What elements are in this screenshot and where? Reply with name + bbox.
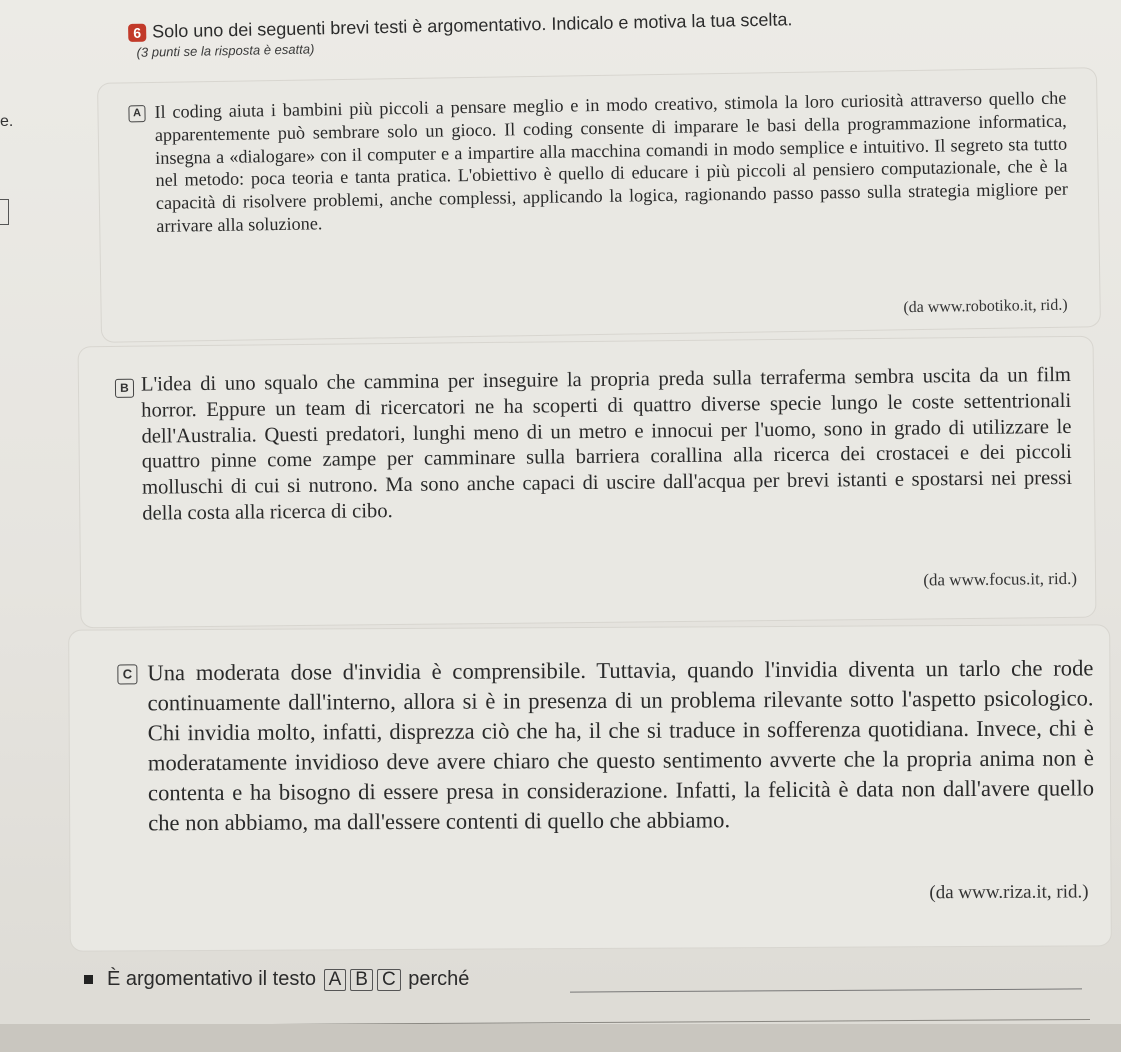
- exercise-instruction: Solo uno dei seguenti brevi testi è argomentativo. Indicalo e motiva la tua scelta.: [151, 9, 793, 42]
- text-body-b: L'idea di uno squalo che cammina per inseguire la propria preda sulla terraferma sembra uscita da un film horror. Eppure un team di ricercatori ne ha scoperti di quattro diverse specie lungo le coste settentrionali dell'Australia. Questi predatori, lunghi meno di un metro e innocui per l'uomo, sono in grado di utilizzare le quattro pinne come zampe per camminare sulla barriera corallina alla ricerca dei crostacei e dei piccoli molluschi di cui si nutrono. Ma sono anche capaci di uscire dall'acqua per brevi istanti e spostarsi nei pressi della costa alla ricerca di cibo.: [140, 363, 1073, 525]
- points-note: (3 punti se la risposta è esatta): [136, 41, 315, 60]
- answer-suffix: perché: [408, 968, 470, 990]
- square-bullet-icon: [84, 975, 93, 984]
- choice-box-b[interactable]: B: [350, 969, 373, 991]
- text-box-b: [79, 337, 1096, 628]
- text-source-b: (da www.focus.it, rid.): [923, 568, 1078, 590]
- text-source-a: (da www.robotiko.it, rid.): [903, 296, 1068, 317]
- exercise-header: [128, 3, 1109, 60]
- text-label-b: B: [115, 379, 134, 398]
- text-box-c: [69, 625, 1111, 950]
- text-box-a: [98, 68, 1100, 342]
- text-body-a: Il coding aiuta i bambini più piccoli a pensare meglio e in modo creativo, stimola la loro curiosità attraverso quello che apparentemente può sembrare solo un gioco. Il coding consente di imparare le basi della programmazione informatica, insegna a «dialogare» con il computer e a impartire alla macchina comandi in modo semplice e intuitivo. Il segreto sta tutto nel metodo: poca teoria e tanta pratica. L'obiettivo è quello di educare i più piccoli al pensiero computazionale, che è la capacità di risolvere problemi, anche complessi, applicando la logica, ragionando passo passo sulla strategia migliore per arrivare alla soluzione.: [154, 87, 1068, 236]
- page-bottom-edge: [0, 1024, 1121, 1052]
- answer-line: [84, 968, 1084, 991]
- text-source-c: (da www.riza.it, rid.): [929, 881, 1089, 904]
- answer-prompt: È argomentativo il testo: [107, 968, 316, 990]
- margin-text-fragment: e.: [0, 113, 14, 130]
- text-label-a: A: [128, 105, 145, 122]
- text-label-c: C: [117, 664, 137, 684]
- choice-box-a[interactable]: A: [324, 969, 347, 991]
- choice-box-c[interactable]: C: [377, 969, 401, 991]
- exercise-number-badge: 6: [128, 23, 146, 41]
- margin-box-fragment: [0, 199, 9, 225]
- text-body-c: Una moderata dose d'invidia è comprensibile. Tuttavia, quando l'invidia diventa un tarlo che rode continuamente dall'interno, allora si è in presenza di un problema rilevante sotto l'aspetto psicologico. Chi invidia molto, infatti, disprezza ciò che ha, il che si traduce in sofferenza quotidiana. Invece, chi è moderatamente invidioso deve avere chiaro che questo sentimento avverte che la propria anima non è contenta e ha bisogno di essere presa in considerazione. Infatti, la felicità è data non dall'avere quello che non abbiamo, ma dall'essere contenti di quello che abbiamo.: [147, 655, 1095, 836]
